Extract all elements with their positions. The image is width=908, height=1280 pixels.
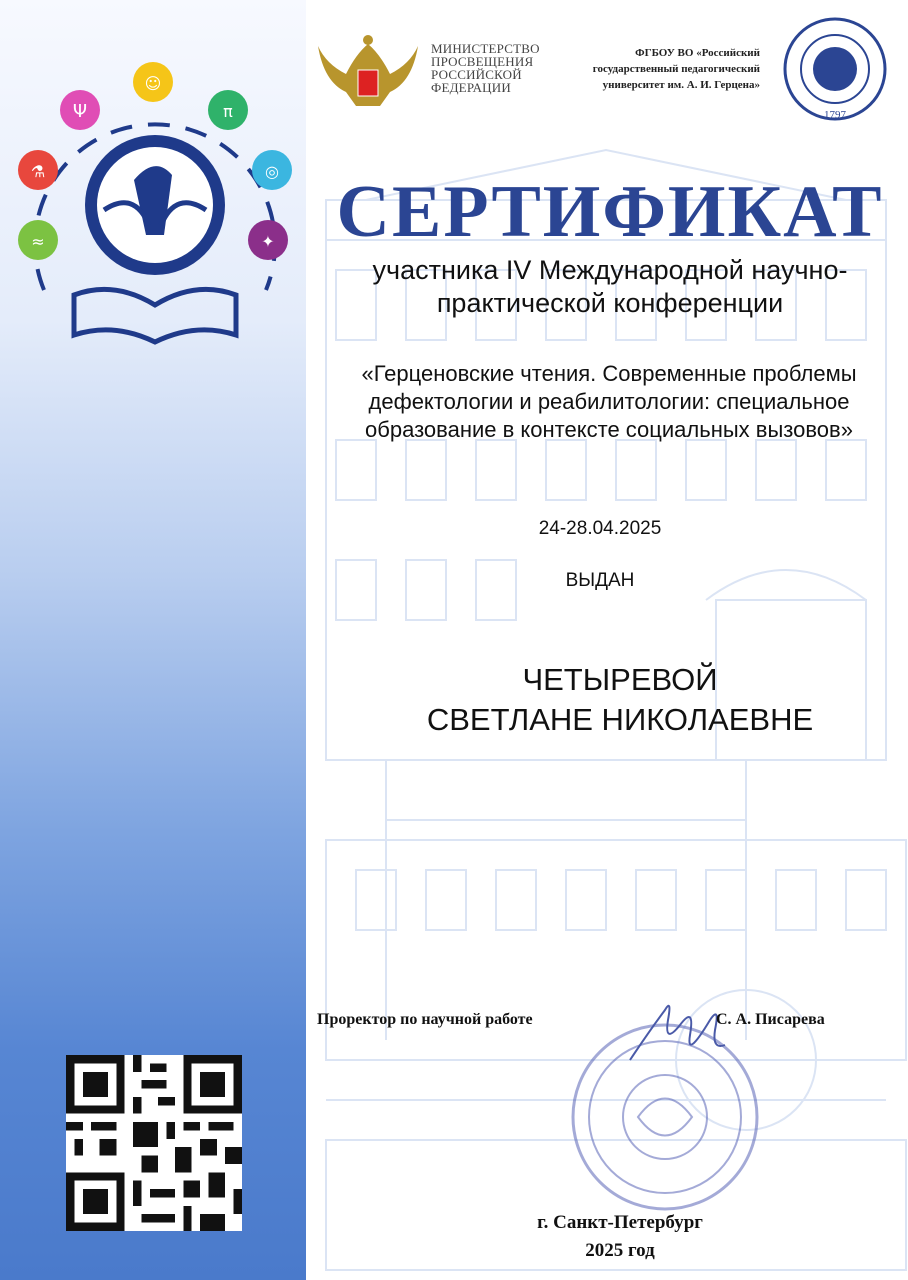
qr-code — [66, 1055, 242, 1231]
signatory-name: С. А. Писарева — [716, 1011, 825, 1028]
issued-label: ВЫДАН — [565, 570, 635, 591]
svg-text:Ψ: Ψ — [72, 101, 88, 122]
svg-text:π: π — [223, 102, 233, 121]
issue-city: г. Санкт-Петербург — [537, 1212, 703, 1233]
svg-text:☺: ☺ — [144, 74, 162, 93]
handwritten-signature — [620, 990, 730, 1070]
russia-eagle-emblem-icon — [316, 34, 420, 120]
svg-text:✦: ✦ — [261, 232, 275, 251]
recipient-name — [330, 660, 908, 740]
university-seal-icon — [780, 14, 890, 128]
conference-name: «Герценовские чтения. Современные проблемы дефектологии и реабилитологии: специальное образование в контексте социальных вызовов» — [361, 361, 857, 442]
conference-dates: 24-28.04.2025 — [538, 518, 662, 539]
svg-text:≈: ≈ — [31, 232, 45, 251]
conference-emblem — [14, 60, 296, 352]
recipient-surname: ЧЕТЫРЕВОЙ — [522, 662, 718, 697]
certificate-title: СЕРТИФИКАТ — [336, 171, 884, 253]
svg-text:◎: ◎ — [265, 162, 279, 181]
svg-text:⚗: ⚗ — [30, 162, 46, 181]
university-name: ФГБОУ ВО «Российский государственный педагогический университет им. А. И. Герцена» — [592, 47, 760, 91]
certificate-subtitle: участника IV Международной научно-практической конференции — [372, 255, 848, 318]
signatory-title: Проректор по научной работе — [317, 1011, 533, 1028]
issue-year: 2025 год — [585, 1240, 655, 1261]
seal-year: 1797 — [824, 109, 846, 121]
recipient-given-names: СВЕТЛАНЕ НИКОЛАЕВНЕ — [426, 702, 814, 737]
ministry-name: МИНИСТЕРСТВО ПРОСВЕЩЕНИЯ РОССИЙСКОЙ ФЕДЕРАЦИИ — [431, 41, 540, 95]
